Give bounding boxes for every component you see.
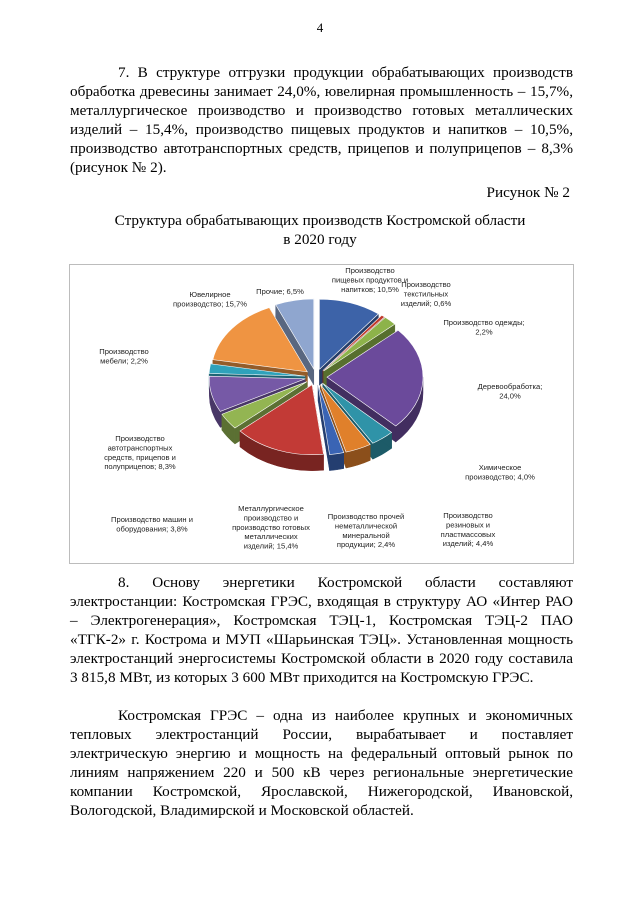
pie-slice-label-line: неметаллической — [334, 521, 398, 531]
paragraph-8: 8. Основу энергетики Костромской области составляют электростанции: Костромская ГРЭС, входящая в структуру АО «Интер РАО – Электрогенерация», Костромская ТЭЦ-1, Костромская ТЭЦ-2 ПАО «ТГК-2» г. Кострома и МУП «Шарьинская ТЭЦ». Установленная мощность электростанций энергосистемы Костромской области в 2020 году составила 3 815,8 МВт, из которых 3 600 МВт приходится на Костромскую ГРЭС. — [70, 574, 573, 686]
pie-slice-label-line: Производство прочей — [327, 512, 405, 521]
pie-slice-label-line: полуприцепов; 8,3% — [104, 462, 176, 472]
pie-chart — [70, 265, 575, 565]
pie-slice-label-line: производство готовых — [232, 522, 310, 532]
pie-slice-label — [111, 515, 193, 533]
pie-slice-label-line: Производство — [401, 280, 451, 289]
pie-slice-label-line: Ювелирное — [189, 290, 231, 299]
pie-slice-label — [328, 512, 404, 549]
pie-slice-label-line: Производство — [345, 266, 395, 275]
pie-slice-label-line: продукции; 2,4% — [336, 540, 396, 550]
pie-slice-label — [173, 290, 247, 308]
pie-slice-label-line: пластмассовых — [440, 529, 496, 539]
chart-title — [0, 211, 640, 249]
page-number: 4 — [316, 20, 324, 35]
pie-slice-label-line: изделий; 4,4% — [442, 539, 494, 549]
pie-slice-label — [443, 318, 524, 336]
pie-slice-label-line: Производство машин и — [111, 515, 193, 524]
pie-chart-frame — [69, 264, 574, 564]
pie-slice-label-line: резиновых и — [445, 520, 491, 530]
pie-slice-label — [104, 434, 176, 471]
pie-slice-label-line: Прочие; 6,5% — [256, 287, 304, 296]
pie-slice-label-line: текстильных — [403, 289, 449, 299]
pie-slice-label-line: автотранспортных — [107, 443, 173, 453]
pie-slice-label-line: средств, прицепов и — [104, 452, 176, 462]
paragraph-7: 7. В структуре отгрузки продукции обрабатывающих производств обработка древесины занимает 24,0%, ювелирная промышленность – 15,7%, металлургическое производство и производство готовых металлических изделий – 15,4%, производство пищевых продуктов и напитков – 10,5%, производство автотранспортных средств, прицепов и полуприцепов – 8,3% (рисунок № 2). — [70, 64, 573, 176]
pie-slice-label-line: минеральной — [342, 530, 390, 540]
chart-title-line-1: Структура обрабатывающих производств Костромской области — [114, 212, 526, 229]
pie-slice-label-line: 2,2% — [475, 327, 493, 337]
pie-slice-label — [256, 287, 304, 296]
pie-slice-label-line: Деревообработка; — [477, 382, 543, 391]
pie-slice-label-line: производство; 15,7% — [173, 299, 247, 309]
pie-slice-label — [99, 347, 149, 365]
pie-slice-label-line: Химическое — [478, 463, 522, 472]
pie-slice-label — [441, 511, 496, 548]
pie-slice-label-line: производство и — [243, 513, 299, 523]
figure-label: Рисунок № 2 — [486, 184, 570, 201]
pie-slice-label-line: Производство одежды; — [443, 318, 525, 327]
pie-slice-label — [232, 504, 310, 551]
pie-slice-label — [465, 463, 535, 481]
pie-slice-label-line: изделий; 0,6% — [400, 298, 452, 308]
pie-slice-label-line: пищевых продуктов и — [331, 275, 409, 285]
pie-slice-label-line: напитков; 10,5% — [341, 284, 399, 294]
pie-slice-label-line: металлических — [244, 532, 298, 542]
pie-slice-label-line: оборудования; 3,8% — [116, 524, 188, 534]
pie-slice-label-line: изделий; 15,4% — [243, 541, 299, 551]
chart-title-line-2: в 2020 году — [283, 231, 357, 248]
pie-slice-label — [478, 382, 543, 400]
pie-slice-label-line: Производство — [99, 347, 149, 356]
pie-slice-label-line: Производство — [115, 434, 165, 443]
paragraph-9: Костромская ГРЭС – одна из наиболее крупных и экономичных тепловых электростанций России, вырабатывает и поставляет электрическую энергию и мощность на федеральный оптовый рынок по линиям напряжением 220 и 500 кВ через региональные энергетические компании Костромской, Ярославской, Нижегородской, Ивановской, Вологодской, Владимирской и Московской областей. — [70, 707, 573, 819]
pie-slice-label-line: мебели; 2,2% — [100, 356, 148, 366]
pie-slice-label-line: производство; 4,0% — [465, 472, 535, 482]
pie-slice-label — [401, 280, 452, 308]
pie-slice-label-line: Производство — [443, 511, 493, 520]
pie-slice-label — [332, 266, 408, 294]
pie-slice-label-line: Металлургическое — [238, 504, 304, 513]
pie-slice-label-line: 24,0% — [499, 391, 521, 401]
